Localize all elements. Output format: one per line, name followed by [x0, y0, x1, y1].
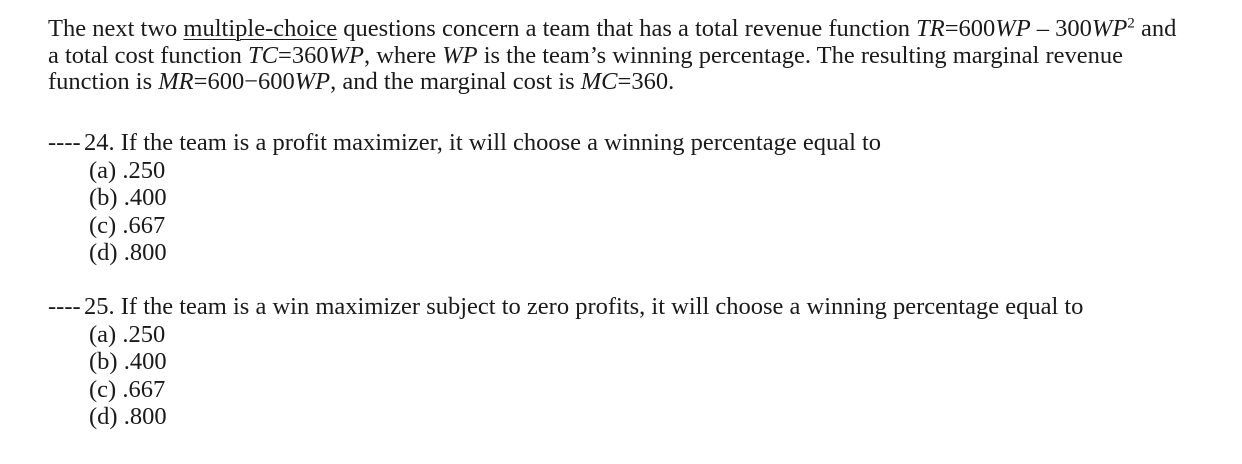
option-a: (a) .250 — [89, 156, 166, 184]
option-list — [48, 321, 1228, 431]
var-wp: WP — [328, 41, 364, 69]
answer-blank: ---- — [48, 129, 81, 156]
answer-blank: ---- — [48, 293, 81, 320]
intro-text: , and the marginal cost is — [330, 68, 581, 95]
intro-text: =600−600 — [193, 68, 295, 95]
var-mr: MR — [158, 68, 194, 95]
intro-text: , where — [363, 41, 443, 69]
question-25 — [48, 293, 1228, 431]
option-list — [48, 157, 1228, 267]
intro-text: function is — [48, 68, 159, 95]
multiple-choice-link[interactable]: multiple-choice — [183, 15, 338, 42]
option-b: (b) .400 — [89, 184, 167, 211]
intro-text: a total cost function — [48, 41, 249, 69]
var-tc: TC — [248, 41, 279, 69]
intro-paragraph — [48, 16, 1228, 96]
option-c: (c) .667 — [89, 211, 166, 239]
var-mc: MC — [580, 68, 618, 95]
option-c: (c) .667 — [89, 375, 166, 403]
var-wp: WP — [294, 68, 331, 95]
question-24 — [48, 129, 1228, 267]
intro-text: – 300 — [1030, 15, 1092, 42]
question-stem — [48, 129, 1228, 157]
option-b: (b) .400 — [89, 348, 167, 375]
intro-text: The next two — [48, 15, 184, 42]
exponent: 2 — [1127, 14, 1135, 32]
var-wp: WP — [1091, 15, 1128, 42]
var-tr: TR — [916, 15, 945, 42]
intro-text: =360 — [278, 41, 329, 69]
option-a: (a) .250 — [89, 320, 166, 348]
intro-text: and — [1134, 15, 1177, 42]
var-wp: WP — [995, 15, 1031, 42]
intro-text: is the team’s winning percentage. The resulting marginal revenue — [477, 41, 1123, 69]
option-d: (d) .800 — [89, 403, 167, 430]
question-text: 25. If the team is a win maximizer subject to zero profits, it will choose a winning percentage equal to — [84, 293, 1084, 320]
intro-text: =600 — [944, 15, 996, 42]
question-text: 24. If the team is a profit maximizer, it will choose a winning percentage equal to — [84, 129, 882, 156]
intro-line-2 — [48, 43, 1228, 70]
var-wp: WP — [442, 41, 478, 69]
intro-line-3 — [48, 69, 1228, 96]
question-stem — [48, 293, 1228, 321]
intro-text: =360. — [617, 68, 675, 95]
intro-text: questions concern a team that has a total revenue function — [337, 15, 917, 42]
option-d: (d) .800 — [89, 239, 167, 266]
intro-line-1 — [48, 16, 1228, 43]
